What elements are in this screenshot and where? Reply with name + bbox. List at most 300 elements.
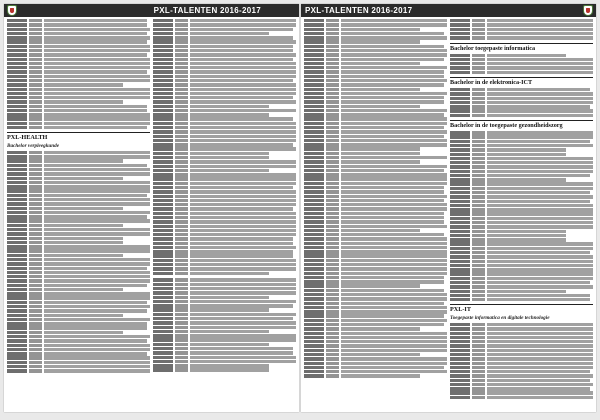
table-row — [304, 105, 447, 108]
table-row — [450, 383, 593, 386]
left-page-header — [4, 4, 299, 17]
table-row — [153, 368, 296, 371]
table-row — [153, 156, 296, 159]
table-row — [7, 58, 150, 61]
table-row — [304, 49, 447, 52]
table-row — [450, 187, 593, 190]
table-row — [7, 164, 150, 167]
table-row — [450, 225, 593, 228]
table-row — [304, 130, 447, 133]
table-row — [153, 70, 296, 73]
table-row — [304, 186, 447, 189]
table-row — [304, 70, 447, 73]
table-row — [304, 203, 447, 206]
table-row — [304, 263, 447, 266]
table-row — [304, 79, 447, 82]
table-row — [7, 331, 150, 334]
table-row — [304, 267, 447, 270]
right-page-title: PXL-TALENTEN 2016-2017 — [305, 6, 413, 15]
table-row — [153, 203, 296, 206]
table-row — [304, 233, 447, 236]
table-row — [7, 232, 150, 235]
table-row — [304, 117, 447, 120]
table-row — [450, 88, 593, 91]
table-row — [153, 338, 296, 341]
table-row — [153, 233, 296, 236]
table-row — [7, 202, 150, 205]
table-row — [450, 242, 593, 245]
table-row — [450, 387, 593, 390]
table-row — [153, 254, 296, 257]
table-row — [153, 242, 296, 245]
section-title: PXL-IT — [450, 304, 593, 313]
table-row — [153, 96, 296, 99]
table-row — [153, 45, 296, 48]
table-row — [7, 53, 150, 56]
table-row — [450, 131, 593, 134]
table-row — [153, 79, 296, 82]
table-row — [450, 200, 593, 203]
table-row — [304, 323, 447, 326]
table-row — [450, 327, 593, 330]
table-row — [304, 156, 447, 159]
table-row — [304, 62, 447, 65]
table-row — [304, 332, 447, 335]
table-row — [7, 113, 150, 116]
table-row — [304, 284, 447, 287]
table-row — [450, 323, 593, 326]
table-row — [153, 229, 296, 232]
table-row — [304, 319, 447, 322]
table-row — [7, 271, 150, 274]
section-title: Bachelor in de toegepaste gezondheidszorg — [450, 120, 593, 129]
table-row — [450, 255, 593, 258]
table-row — [450, 247, 593, 250]
table-row — [153, 32, 296, 35]
table-row — [450, 251, 593, 254]
table-row — [7, 318, 150, 321]
table-row — [450, 366, 593, 369]
right-page-header — [301, 4, 596, 17]
table-row — [304, 182, 447, 185]
table-row — [153, 53, 296, 56]
table-row — [153, 263, 296, 266]
table-row — [304, 83, 447, 86]
table-row — [304, 173, 447, 176]
section-subtitle: Bachelor verpleegkunde — [7, 143, 60, 150]
table-row — [450, 32, 593, 35]
table-row — [450, 62, 593, 65]
table-row — [7, 279, 150, 282]
left-page-title: PXL-TALENTEN 2016-2017 — [153, 6, 261, 15]
table-row — [7, 126, 150, 129]
table-row — [153, 36, 296, 39]
right-page — [301, 4, 596, 412]
table-row — [450, 153, 593, 156]
table-row — [153, 287, 296, 290]
table-row — [153, 109, 296, 112]
table-row — [7, 177, 150, 180]
table-row — [7, 361, 150, 364]
table-row — [7, 66, 150, 69]
table-row — [304, 36, 447, 39]
table-row — [153, 364, 296, 367]
table-row — [450, 182, 593, 185]
table-row — [7, 36, 150, 39]
table-row — [450, 349, 593, 352]
table-row — [304, 220, 447, 223]
table-row — [450, 165, 593, 168]
table-row — [304, 349, 447, 352]
table-row — [153, 220, 296, 223]
table-row — [7, 100, 150, 103]
table-row — [7, 249, 150, 252]
table-row — [7, 267, 150, 270]
table-row — [450, 277, 593, 280]
table-row — [153, 130, 296, 133]
table-row — [7, 228, 150, 231]
table-row — [304, 40, 447, 43]
table-row — [7, 309, 150, 312]
table-row — [7, 62, 150, 65]
table-row — [153, 356, 296, 359]
left-page-column-2 — [153, 19, 296, 399]
table-row — [450, 208, 593, 211]
table-row — [304, 100, 447, 103]
crest-icon — [583, 5, 593, 16]
table-row — [153, 182, 296, 185]
table-row — [153, 246, 296, 249]
table-row — [304, 212, 447, 215]
table-row — [450, 170, 593, 173]
table-row — [304, 370, 447, 373]
table-row — [450, 178, 593, 181]
table-row — [304, 366, 447, 369]
left-page — [4, 4, 299, 412]
table-row — [7, 49, 150, 52]
table-row — [153, 317, 296, 320]
table-row — [153, 58, 296, 61]
table-row — [7, 109, 150, 112]
table-row — [153, 304, 296, 307]
table-row — [7, 96, 150, 99]
table-row — [7, 365, 150, 368]
table-row — [304, 207, 447, 210]
table-row — [7, 83, 150, 86]
table-row — [304, 190, 447, 193]
table-row — [153, 117, 296, 120]
table-row — [153, 272, 296, 275]
table-row — [450, 101, 593, 104]
table-row — [153, 126, 296, 129]
table-row — [7, 105, 150, 108]
table-row — [153, 308, 296, 311]
crest-icon — [7, 5, 17, 16]
table-row — [153, 139, 296, 142]
table-row — [153, 283, 296, 286]
table-row — [153, 160, 296, 163]
table-row — [153, 113, 296, 116]
table-row — [7, 288, 150, 291]
table-row — [450, 217, 593, 220]
table-row — [7, 224, 150, 227]
table-row — [450, 135, 593, 138]
table-row — [7, 322, 150, 325]
table-row — [450, 28, 593, 31]
table-row — [7, 172, 150, 175]
table-row — [153, 330, 296, 333]
table-row — [304, 23, 447, 26]
table-row — [7, 19, 150, 22]
table-row — [450, 285, 593, 288]
table-row — [450, 264, 593, 267]
table-row — [450, 391, 593, 394]
table-row — [304, 237, 447, 240]
table-row — [450, 23, 593, 26]
table-row — [7, 262, 150, 265]
table-row — [153, 88, 296, 91]
table-row — [304, 58, 447, 61]
table-row — [7, 194, 150, 197]
section-subtitle: Toegepaste informatica en digitale technologie — [450, 315, 550, 322]
table-row — [450, 148, 593, 151]
table-row — [304, 177, 447, 180]
table-row — [7, 207, 150, 210]
table-row — [7, 155, 150, 158]
table-row — [304, 297, 447, 300]
table-row — [450, 298, 593, 301]
table-row — [153, 199, 296, 202]
table-row — [153, 237, 296, 240]
table-row — [7, 305, 150, 308]
table-row — [450, 374, 593, 377]
right-page-column-1 — [304, 19, 447, 399]
table-row — [153, 216, 296, 219]
table-row — [7, 258, 150, 261]
section-title: Bachelor toegepaste informatica — [450, 43, 593, 52]
table-row — [304, 45, 447, 48]
table-row — [153, 40, 296, 43]
table-row — [450, 97, 593, 100]
table-row — [153, 190, 296, 193]
table-row — [304, 340, 447, 343]
table-row — [450, 268, 593, 271]
table-row — [153, 347, 296, 350]
table-row — [153, 169, 296, 172]
table-row — [7, 326, 150, 329]
table-row — [450, 105, 593, 108]
table-row — [304, 293, 447, 296]
table-row — [304, 88, 447, 91]
table-row — [7, 339, 150, 342]
table-row — [450, 234, 593, 237]
document-spread — [4, 4, 596, 412]
table-row — [450, 58, 593, 61]
table-row — [304, 289, 447, 292]
table-row — [153, 28, 296, 31]
table-row — [304, 139, 447, 142]
table-row — [7, 344, 150, 347]
table-row — [450, 332, 593, 335]
table-row — [153, 75, 296, 78]
table-row — [450, 195, 593, 198]
table-row — [450, 238, 593, 241]
table-row — [304, 160, 447, 163]
table-row — [450, 370, 593, 373]
table-row — [304, 122, 447, 125]
table-row — [153, 291, 296, 294]
table-row — [7, 219, 150, 222]
table-row — [450, 336, 593, 339]
table-row — [304, 306, 447, 309]
section-title: Bachelor in de elektronica-ICT — [450, 77, 593, 86]
table-row — [7, 32, 150, 35]
table-row — [450, 357, 593, 360]
table-row — [450, 144, 593, 147]
table-row — [304, 19, 447, 22]
table-row — [450, 71, 593, 74]
table-row — [304, 195, 447, 198]
table-row — [304, 259, 447, 262]
table-row — [7, 254, 150, 257]
table-row — [304, 280, 447, 283]
table-row — [450, 362, 593, 365]
table-row — [450, 174, 593, 177]
table-row — [450, 191, 593, 194]
table-row — [7, 185, 150, 188]
table-row — [304, 75, 447, 78]
table-row — [153, 66, 296, 69]
table-row — [450, 212, 593, 215]
table-row — [304, 246, 447, 249]
table-row — [7, 88, 150, 91]
table-row — [7, 92, 150, 95]
table-row — [153, 135, 296, 138]
table-row — [153, 100, 296, 103]
table-row — [450, 19, 593, 22]
table-row — [7, 168, 150, 171]
table-row — [304, 254, 447, 257]
table-row — [153, 177, 296, 180]
table-row — [7, 122, 150, 125]
table-row — [304, 169, 447, 172]
table-row — [153, 360, 296, 363]
table-row — [7, 314, 150, 317]
table-row — [304, 152, 447, 155]
table-row — [7, 28, 150, 31]
table-row — [7, 348, 150, 351]
table-row — [7, 335, 150, 338]
table-row — [450, 109, 593, 112]
table-row — [450, 353, 593, 356]
table-row — [450, 260, 593, 263]
table-row — [450, 272, 593, 275]
table-row — [450, 221, 593, 224]
table-row — [450, 344, 593, 347]
table-row — [153, 343, 296, 346]
table-row — [450, 281, 593, 284]
table-row — [304, 53, 447, 56]
table-row — [304, 135, 447, 138]
table-row — [304, 66, 447, 69]
table-row — [7, 151, 150, 154]
table-row — [153, 143, 296, 146]
table-row — [304, 113, 447, 116]
table-row — [153, 195, 296, 198]
table-row — [153, 186, 296, 189]
table-row — [304, 92, 447, 95]
table-row — [304, 229, 447, 232]
table-row — [304, 242, 447, 245]
table-row — [153, 92, 296, 95]
table-row — [304, 353, 447, 356]
table-row — [304, 272, 447, 275]
table-row — [7, 189, 150, 192]
table-row — [304, 216, 447, 219]
table-row — [450, 54, 593, 57]
table-row — [450, 161, 593, 164]
table-row — [7, 237, 150, 240]
table-row — [450, 340, 593, 343]
table-row — [153, 313, 296, 316]
table-row — [7, 296, 150, 299]
table-row — [7, 75, 150, 78]
table-row — [7, 369, 150, 372]
table-row — [153, 152, 296, 155]
table-row — [153, 351, 296, 354]
table-row — [304, 357, 447, 360]
table-row — [7, 301, 150, 304]
table-row — [153, 250, 296, 253]
table-row — [153, 122, 296, 125]
table-row — [153, 83, 296, 86]
table-row — [7, 181, 150, 184]
table-row — [304, 225, 447, 228]
table-row — [304, 276, 447, 279]
table-row — [450, 140, 593, 143]
table-row — [153, 173, 296, 176]
table-row — [7, 241, 150, 244]
table-row — [304, 310, 447, 313]
table-row — [153, 300, 296, 303]
table-row — [153, 105, 296, 108]
table-row — [153, 62, 296, 65]
table-row — [153, 259, 296, 262]
table-row — [7, 198, 150, 201]
table-row — [153, 267, 296, 270]
table-row — [153, 212, 296, 215]
table-row — [304, 314, 447, 317]
table-row — [153, 321, 296, 324]
table-row — [304, 327, 447, 330]
left-page-column-1 — [7, 19, 150, 399]
table-row — [304, 143, 447, 146]
table-row — [7, 352, 150, 355]
table-row — [7, 356, 150, 359]
table-row — [153, 19, 296, 22]
right-page-column-2 — [450, 19, 593, 399]
table-row — [7, 45, 150, 48]
table-row — [304, 362, 447, 365]
table-row — [450, 379, 593, 382]
table-row — [7, 159, 150, 162]
table-row — [7, 23, 150, 26]
table-row — [450, 36, 593, 39]
table-row — [153, 296, 296, 299]
table-row — [7, 40, 150, 43]
table-row — [153, 334, 296, 337]
table-row — [450, 66, 593, 69]
